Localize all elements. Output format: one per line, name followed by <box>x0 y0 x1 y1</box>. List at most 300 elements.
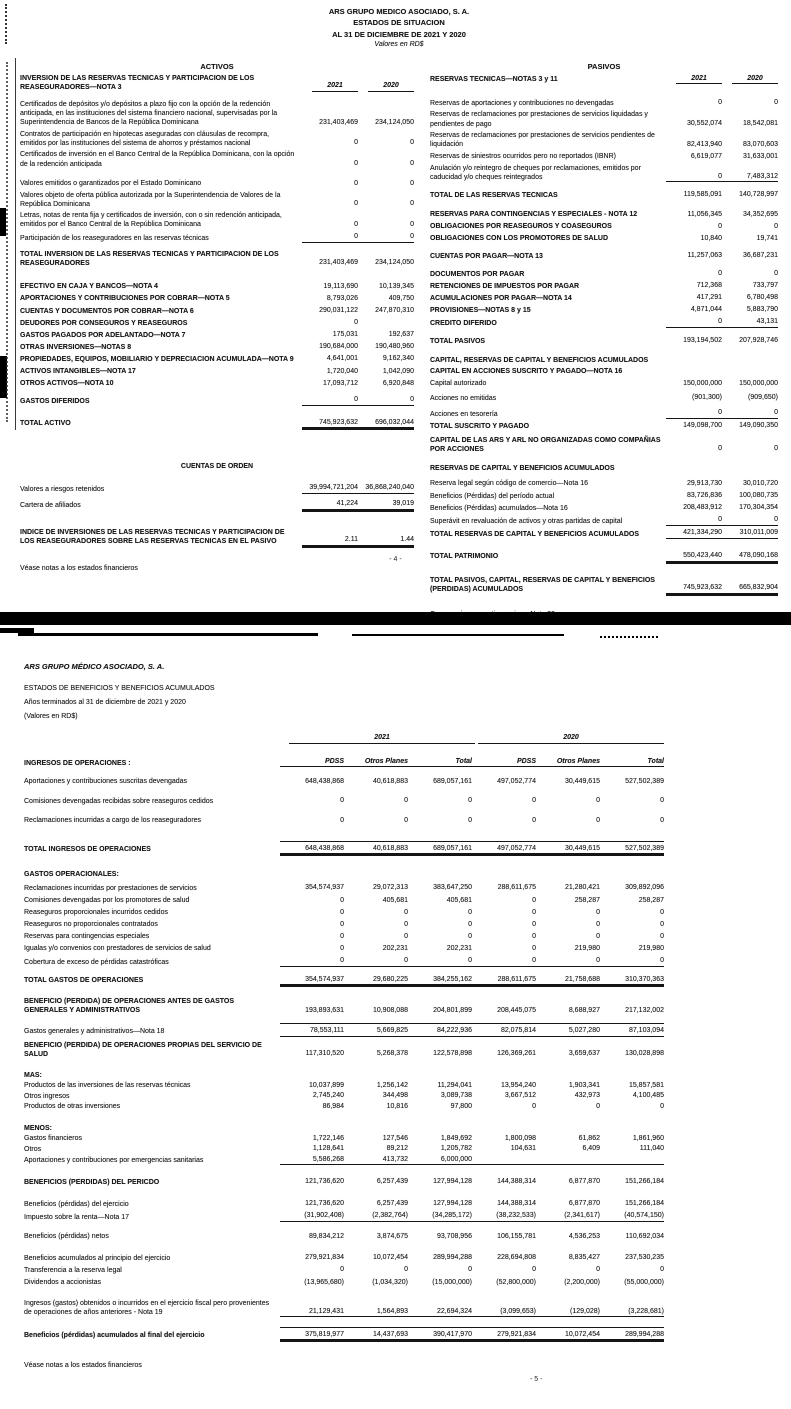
cell-value: 126,369,261 <box>497 1050 536 1058</box>
row-label: Reaseguros proporcionales incurridos cedidos <box>24 909 168 917</box>
row-values <box>280 777 664 787</box>
cell-value: 21,129,431 <box>280 1307 344 1318</box>
cell-value: 89,212 <box>386 1145 408 1153</box>
scan-artifact <box>15 58 16 430</box>
cell-value: 127,994,128 <box>433 1178 472 1186</box>
cell-value: 0 <box>280 956 344 967</box>
cell-value: 192,637 <box>388 331 414 339</box>
cell-value: 207,928,746 <box>739 337 778 345</box>
row-label: Gastos generales y administrativos—Nota 18 <box>24 1028 165 1036</box>
cell-value: 733,797 <box>752 282 778 290</box>
statement-title: ESTADOS DE SITUACION <box>353 18 445 28</box>
cell-value: 0 <box>774 222 778 230</box>
row-values <box>280 1155 664 1166</box>
row-values <box>666 444 778 454</box>
row-label: TOTAL DE LAS RESERVAS TECNICAS <box>430 191 558 199</box>
table-row <box>430 436 778 454</box>
row-values <box>302 232 414 243</box>
cell-value: 497,052,774 <box>472 841 536 854</box>
cell-value: 258,287 <box>638 896 664 904</box>
cell-value: 0 <box>354 200 358 208</box>
cell-value: 0 <box>354 160 358 167</box>
cell-value: (52,800,000) <box>496 1278 536 1286</box>
row-values <box>302 535 414 546</box>
cell-value: (34,285,172) <box>408 1211 472 1222</box>
cell-value: 0 <box>408 956 472 967</box>
row-label: EFECTIVO EN CAJA Y BANCOS—NOTA 4 <box>20 283 158 291</box>
cell-value: 0 <box>354 220 358 228</box>
row-label: OTROS ACTIVOS—NOTA 10 <box>20 380 114 388</box>
row-values <box>280 1081 664 1091</box>
cell-value: 689,057,161 <box>433 777 472 785</box>
table-row <box>20 483 414 494</box>
row-values <box>302 354 414 364</box>
row-values <box>302 318 414 328</box>
cell-value: 39,019 <box>358 499 414 510</box>
cell-value: 87,103,094 <box>600 1023 664 1036</box>
row-values <box>302 395 414 406</box>
row-values <box>302 179 414 189</box>
row-label: GASTOS DIFERIDOS <box>20 397 90 405</box>
row-values <box>666 98 778 108</box>
cell-value: 190,480,960 <box>375 343 414 351</box>
year-2020-header: 2020 <box>478 734 664 744</box>
row-values <box>666 190 778 200</box>
row-values <box>302 282 414 292</box>
cell-value: 170,304,354 <box>739 504 778 512</box>
table-row <box>24 1023 664 1036</box>
row-values <box>280 1091 664 1101</box>
cell-value: 0 <box>532 1102 536 1110</box>
row-label: TOTAL GASTOS DE OPERACIONES <box>24 977 144 985</box>
row-values <box>280 1134 664 1144</box>
cell-value: 2.11 <box>302 535 358 546</box>
table-row <box>20 232 414 243</box>
cell-value: 219,980 <box>638 944 664 952</box>
row-label: ACUMULACIONES POR PAGAR—NOTA 14 <box>430 294 572 302</box>
row-label: Reservas de siniestros ocurridos pero no reportados (IBNR) <box>430 153 616 161</box>
cell-value: 0 <box>666 317 722 328</box>
cell-value: 0 <box>532 1266 536 1274</box>
table-row <box>430 251 778 261</box>
row-values <box>302 81 414 92</box>
cell-value: 0 <box>404 797 408 805</box>
statement-period: Años terminados al 31 de diciembre de 2021 y 2020 <box>24 699 186 706</box>
cell-value: 11,056,345 <box>687 210 722 218</box>
table-row <box>24 1278 664 1288</box>
cell-value: 61,862 <box>578 1134 600 1142</box>
cell-value: 10,037,899 <box>308 1081 344 1089</box>
row-label: Transferencia a la reserva legal <box>24 1266 122 1274</box>
cell-value: 18,542,081 <box>742 120 778 128</box>
cell-value: 417,291 <box>696 294 722 302</box>
cell-value: 15,857,581 <box>628 1081 664 1089</box>
row-label: Cartera de afiliados <box>20 501 81 509</box>
cell-value: 231,403,469 <box>319 259 358 267</box>
row-values <box>666 408 778 419</box>
table-row <box>24 1177 664 1187</box>
cell-value: 0 <box>660 920 664 928</box>
table-row <box>24 1071 664 1080</box>
cell-value: 36,868,240,040 <box>358 483 414 494</box>
cell-value: 354,574,937 <box>280 975 344 986</box>
cell-value: 550,423,440 <box>666 551 722 562</box>
cell-value: 5,268,378 <box>376 1050 408 1058</box>
table-row <box>24 920 664 930</box>
row-values <box>666 503 778 513</box>
cell-value: 11,257,063 <box>687 252 722 260</box>
cell-value: 258,287 <box>574 896 600 904</box>
pasivos-column <box>430 58 778 619</box>
row-label: Reserva legal según código de comercio—Nota 16 <box>430 480 588 488</box>
cell-value: 0 <box>532 944 536 952</box>
row-values <box>666 251 778 261</box>
cell-value: 6,920,848 <box>382 379 414 387</box>
year-2021-header: 2021 <box>289 734 475 744</box>
cell-value: 0 <box>340 896 344 904</box>
row-label: Ingresos (gastos) obtenidos o incurridos en el ejercicio fiscal pero provenientes de operaciones de años anteriores - Nota 19 <box>24 1300 270 1317</box>
cell-value: 527,502,389 <box>625 777 664 785</box>
cell-value: 3,667,512 <box>504 1092 536 1100</box>
row-values <box>280 1049 664 1059</box>
cell-value: 106,155,781 <box>497 1232 536 1240</box>
cell-value: 7,483,312 <box>722 172 778 183</box>
row-values <box>666 421 778 431</box>
cell-value: 4,100,485 <box>632 1092 664 1100</box>
cell-value: 0 <box>596 1102 600 1110</box>
cell-value: 413,732 <box>344 1155 408 1166</box>
table-row <box>430 110 778 128</box>
row-label: DEUDORES POR CONSEGUROS Y REASEGUROS <box>20 319 188 327</box>
row-label: RETENCIONES DE IMPUESTOS POR PAGAR <box>430 282 580 290</box>
row-label: Beneficios (pérdidas) del ejercicio <box>24 1200 129 1208</box>
row-label: Aportaciones y contribuciones por emergencias sanitarias <box>24 1157 204 1165</box>
cell-value: 234,124,050 <box>375 118 414 126</box>
row-values <box>280 1211 664 1222</box>
row-label: Beneficios (pérdidas) netos <box>24 1233 109 1241</box>
row-label: TOTAL RESERVAS DE CAPITAL Y BENEFICIOS ACUMULADOS <box>430 530 639 538</box>
cell-value: 1,800,098 <box>504 1134 536 1142</box>
cell-value: 2020 <box>368 81 414 92</box>
cell-value: 151,266,184 <box>625 1200 664 1208</box>
cell-value: 1,564,893 <box>344 1307 408 1318</box>
row-label: Aportaciones y contribuciones suscritas devengadas <box>24 778 188 785</box>
row-label: Certificados de depósitos y/o depósitos a plazo fijo con la opción de la redención anticipada, en las instituciones del sistema financiero nacional, supervisadas por la Superintendencia de Bancos de la República Dominicana <box>20 100 278 127</box>
row-values <box>280 1265 664 1275</box>
cell-value: 10,072,454 <box>372 1254 408 1262</box>
cell-value: 288,611,675 <box>472 975 536 986</box>
cell-value: 0 <box>468 932 472 940</box>
col-total-2020: Total <box>600 758 664 767</box>
row-values <box>280 932 664 942</box>
cell-value: 279,921,834 <box>305 1254 344 1262</box>
page1-number: - 4 - <box>389 556 402 563</box>
page2-header <box>24 662 664 720</box>
cell-value: 3,089,738 <box>440 1092 472 1100</box>
cell-value: 1,903,341 <box>568 1081 600 1089</box>
row-label: Valores a riesgos retenidos <box>20 485 105 493</box>
table-row <box>24 870 664 879</box>
cell-value: 29,072,313 <box>372 884 408 892</box>
cell-value: 43,131 <box>722 317 778 328</box>
row-label: Comisiones devengadas recibidas sobre reaseguros cedidos <box>24 797 214 805</box>
cell-value: 89,834,212 <box>308 1232 344 1240</box>
page2-number: - 5 - <box>530 1376 543 1383</box>
cell-value: 100,080,735 <box>739 492 778 500</box>
table-row <box>430 152 778 162</box>
table-row <box>24 1232 664 1242</box>
row-values <box>280 1006 664 1016</box>
cell-value: 8,688,927 <box>568 1006 600 1014</box>
cell-value: 0 <box>774 445 778 453</box>
row-label: OBLIGACIONES POR REASEGUROS Y COASEGUROS <box>430 223 612 231</box>
row-values <box>280 975 664 986</box>
cell-value: 2020 <box>732 74 778 85</box>
row-label: Reservas de reclamaciones por prestaciones de servicios liquidadas y pendientes de pago <box>430 111 648 128</box>
table-row <box>430 317 778 328</box>
table-row <box>20 528 414 546</box>
row-label: Acciones no emitidas <box>430 394 497 402</box>
row-label: Dividendos a accionistas <box>24 1279 102 1286</box>
cell-value: 228,694,808 <box>497 1254 536 1262</box>
row-values <box>280 1278 664 1288</box>
table-row <box>430 576 778 594</box>
balance-columns <box>20 58 778 619</box>
cell-value: 409,750 <box>388 294 414 302</box>
row-label: Productos de las inversiones de las reservas técnicas <box>24 1082 191 1090</box>
balance-sheet-page <box>20 6 778 619</box>
cell-value: 217,132,002 <box>625 1006 664 1014</box>
row-label: Productos de otras inversiones <box>24 1103 121 1111</box>
table-row <box>430 164 778 182</box>
cell-value: 6,257,439 <box>376 1178 408 1186</box>
cell-value: 110,692,034 <box>625 1232 664 1240</box>
cell-value: 0 <box>596 920 600 928</box>
row-label: Anulación y/o reintegro de cheques por reclamaciones, emitidos por caducidad y/o cheques reintegrados <box>430 164 641 181</box>
cell-value: 5,027,280 <box>536 1023 600 1036</box>
column-header-row <box>24 758 664 767</box>
row-values <box>280 896 664 906</box>
cell-value: 1,722,146 <box>312 1134 344 1142</box>
cell-value <box>600 1155 664 1166</box>
row-values <box>280 1199 664 1209</box>
cell-value: 83,070,603 <box>742 140 778 148</box>
table-row <box>20 150 414 168</box>
cell-value: 121,736,620 <box>305 1178 344 1186</box>
cell-value: 0 <box>354 139 358 147</box>
table-row <box>430 379 778 389</box>
cell-value: 149,090,350 <box>739 422 778 430</box>
table-row <box>24 1102 664 1112</box>
cell-value: 478,090,168 <box>722 551 778 562</box>
cell-value: 0 <box>596 1266 600 1274</box>
cell-value: 290,031,122 <box>319 307 358 315</box>
cell-value: 0 <box>660 797 664 805</box>
table-row <box>430 74 778 85</box>
row-values <box>302 306 414 316</box>
row-label: Gastos financieros <box>24 1135 82 1143</box>
cell-value: 208,483,912 <box>683 504 722 512</box>
row-values <box>280 920 664 930</box>
row-values <box>666 119 778 129</box>
row-values <box>280 1253 664 1263</box>
cell-value: 39,994,721,204 <box>302 483 358 494</box>
cell-value: (901,300) <box>692 394 722 402</box>
cell-value: 5,586,268 <box>280 1155 344 1166</box>
table-row <box>24 1199 664 1209</box>
income-statement-page <box>24 662 664 1369</box>
row-label: CAPITAL, RESERVAS DE CAPITAL Y BENEFICIOS ACUMULADOS <box>430 356 649 364</box>
row-values <box>666 479 778 489</box>
cell-value: 0 <box>410 179 414 187</box>
statement-date: AL 31 DE DICIEMBRE DE 2021 Y 2020 <box>332 29 466 39</box>
row-values <box>302 294 414 304</box>
cell-value: 0 <box>666 408 722 419</box>
income-statement-table <box>24 777 664 1341</box>
row-values <box>302 342 414 352</box>
row-label: Letras, notas de renta fija y certificados de inversión, con o sin redención anticipada, emitidos por el Banco Central de la República Dominicana <box>20 212 282 229</box>
cell-value: 0 <box>666 515 722 526</box>
row-values <box>280 796 664 806</box>
cell-value: 310,011,009 <box>722 528 778 539</box>
cell-value: 6,000,000 <box>408 1155 472 1166</box>
cell-value: 0 <box>302 232 358 243</box>
cell-value: 2021 <box>676 74 722 85</box>
cell-value: 527,502,389 <box>600 841 664 854</box>
row-label: Valores emitidos o garantizados por el Estado Dominicano <box>20 180 202 188</box>
table-row <box>430 98 778 108</box>
table-row <box>24 1041 664 1059</box>
cell-value: 9,162,340 <box>382 355 414 363</box>
row-label: CAPITAL DE LAS ARS Y ARL NO ORGANIZADAS COMO COMPAÑIAS POR ACCIONES <box>430 436 661 453</box>
row-label: OBLIGACIONES CON LOS PROMOTORES DE SALUD <box>430 235 608 243</box>
cell-value: 405,681 <box>382 896 408 904</box>
table-row <box>20 342 414 352</box>
cell-value: 0 <box>532 797 536 805</box>
row-label: CAPITAL EN ACCIONES SUSCRITO Y PAGADO—NOTA 16 <box>430 368 623 376</box>
table-row <box>20 395 414 406</box>
footnote: Véase notas a los estados financieros <box>24 1362 142 1370</box>
row-label: TOTAL PASIVOS, CAPITAL, RESERVAS DE CAPITAL Y BENEFICIOS (PERDIDAS) ACUMULADOS <box>430 576 655 593</box>
cell-value: 21,758,688 <box>536 975 600 986</box>
cell-value: 0 <box>404 816 408 824</box>
row-label: INDICE DE INVERSIONES DE LAS RESERVAS TECNICAS Y PARTICIPACION DE LOS REASEGURADORES SOBRE LAS RESERVAS TECNICAS EN EL PASIVO <box>20 528 285 545</box>
table-row <box>430 464 778 473</box>
table-row <box>430 210 778 220</box>
row-values <box>280 1144 664 1154</box>
table-row <box>24 777 664 787</box>
cell-value: 219,980 <box>574 944 600 952</box>
section-label: INGRESOS DE OPERACIONES : <box>24 759 131 767</box>
cell-value: 41,224 <box>302 499 358 510</box>
cell-value: 0 <box>718 99 722 107</box>
row-label: Reservas de reclamaciones por prestaciones de servicios pendientes de liquidación <box>430 132 655 149</box>
currency-note: Valores en RD$ <box>374 40 424 48</box>
row-label: Valores objeto de oferta pública autorizada por la Superintendencia de Valores de la República Dominicana <box>20 191 281 208</box>
cell-value: 0 <box>354 319 358 327</box>
row-label: APORTACIONES Y CONTRIBUCIONES POR COBRAR—NOTA 5 <box>20 295 230 303</box>
row-label: Beneficios (Pérdidas) del período actual <box>430 492 555 500</box>
cell-value: 30,449,615 <box>564 777 600 785</box>
table-row <box>24 975 664 986</box>
cell-value: 36,687,231 <box>742 252 778 260</box>
cell-value: 127,994,128 <box>433 1200 472 1208</box>
scan-artifact <box>18 633 318 636</box>
table-row <box>20 418 414 429</box>
cell-value: 2,745,240 <box>312 1092 344 1100</box>
cell-value: 10,840 <box>700 234 722 242</box>
cell-value: 0 <box>666 172 722 183</box>
cell-value: 193,194,502 <box>683 337 722 345</box>
row-values <box>280 816 664 826</box>
company-name: ARS GRUPO MÉDICO ASOCIADO, S. A. <box>24 662 165 671</box>
cell-value: 0 <box>532 920 536 928</box>
table-row <box>24 908 664 918</box>
table-row <box>24 997 664 1015</box>
cell-value: 0 <box>340 920 344 928</box>
row-values <box>302 499 414 510</box>
cell-value: 0 <box>774 99 778 107</box>
table-row <box>430 269 778 279</box>
row-label: OTRAS INVERSIONES—NOTAS 8 <box>20 343 132 351</box>
scan-divider-bar <box>0 612 791 625</box>
table-row <box>20 306 414 316</box>
cell-value: 17,093,712 <box>322 379 358 387</box>
row-values <box>280 883 664 893</box>
row-values <box>302 199 414 209</box>
cell-value: (40,574,150) <box>600 1211 664 1222</box>
row-values <box>302 159 414 169</box>
row-label: CUENTAS Y DOCUMENTOS POR COBRAR—NOTA 6 <box>20 307 194 315</box>
row-values <box>666 336 778 346</box>
cell-value: 144,388,314 <box>497 1200 536 1208</box>
cell-value: 0 <box>596 908 600 916</box>
row-label: Certificados de inversión en el Banco Central de la República Dominicana, con la opción de la redención anticipada <box>20 151 295 168</box>
table-row <box>430 356 778 365</box>
table-row <box>24 1327 664 1340</box>
row-values <box>302 367 414 377</box>
cell-value: (3,099,653) <box>472 1307 536 1318</box>
cell-value: 1,720,040 <box>326 367 358 375</box>
cell-value: 0 <box>472 956 536 967</box>
cell-value: 3,659,637 <box>568 1050 600 1058</box>
cell-value: 0 <box>354 179 358 187</box>
cell-value: 0 <box>404 920 408 928</box>
cell-value: 0 <box>532 816 536 824</box>
row-label: Superávit en revaluación de activos y otras partidas de capital <box>430 517 623 525</box>
table-row <box>430 515 778 526</box>
cell-value: (38,232,533) <box>472 1211 536 1222</box>
cell-value: 10,139,345 <box>378 282 414 290</box>
row-values <box>666 281 778 291</box>
table-row <box>24 1124 664 1133</box>
row-values <box>666 393 778 403</box>
cell-value: 10,816 <box>386 1102 408 1110</box>
table-row <box>24 1253 664 1263</box>
row-label: CUENTAS DE ORDEN <box>180 463 254 471</box>
table-row <box>430 408 778 419</box>
cell-value: 0 <box>468 920 472 928</box>
activos-column <box>20 58 414 619</box>
table-row <box>20 100 414 127</box>
cell-value: 0 <box>410 220 414 228</box>
table-row <box>24 1299 664 1317</box>
cell-value: 231,403,469 <box>319 118 358 126</box>
pasivos-table <box>430 74 778 619</box>
row-label: Beneficios (pérdidas) acumulados al final del ejercicio <box>24 1332 205 1340</box>
cell-value: 288,611,675 <box>497 884 536 892</box>
cell-value: 310,370,363 <box>600 975 664 986</box>
